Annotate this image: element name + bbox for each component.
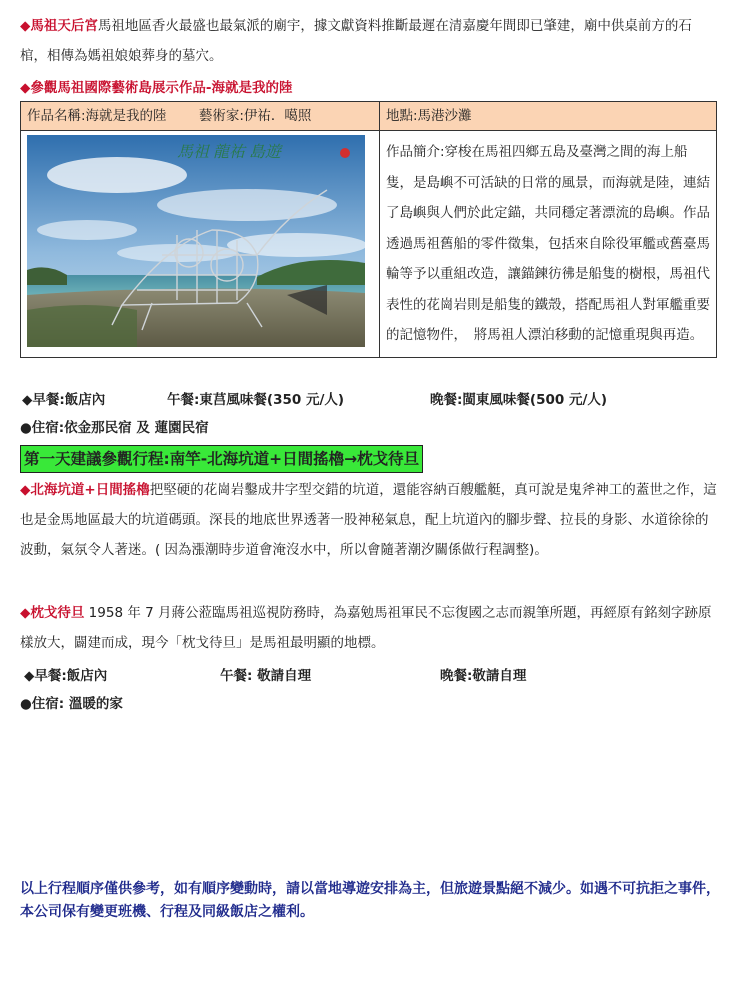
intro-paragraph xyxy=(20,11,718,71)
day-itinerary-banner: 第一天建議參觀行程:南竿-北海坑道+日間搖櫓→枕戈待旦 xyxy=(20,445,423,473)
art-photo-cell xyxy=(21,131,380,358)
intro-text: 馬祖地區香火最盛也最氣派的廟宇，據文獻資料推斷最遲在清嘉慶年間即已肇建，廟中供桌前方的石棺，相傳為媽祖娘娘葬身的墓穴。 xyxy=(20,18,692,64)
breakfast-2: ◆早餐:飯店內 xyxy=(24,668,108,684)
lunch-2: 午餐: 敬請自理 xyxy=(220,668,312,684)
zhenge-paragraph xyxy=(20,598,718,658)
breakfast-1: ◆早餐:飯店內 xyxy=(22,392,106,408)
stay-2: ●住宿: 溫暖的家 xyxy=(20,696,123,712)
photo-logo: 馬祖 龍祐 島遊 xyxy=(177,144,282,161)
art-heading: ◆參觀馬祖國際藝術島展示作品-海就是我的陸 xyxy=(20,80,293,96)
stay-1: ●住宿:依金那民宿 及 蓮園民宿 xyxy=(20,420,209,436)
zhenge-title: ◆枕戈待旦 xyxy=(20,605,85,621)
intro-title: ◆馬祖天后宮 xyxy=(20,18,98,34)
dinner-1: 晚餐:閩東風味餐(500 元/人) xyxy=(430,392,608,408)
lunch-1: 午餐:東莒風味餐(350 元/人) xyxy=(167,392,345,408)
dinner-2: 晚餐:敬請自理 xyxy=(440,668,527,684)
beihai-text: 把堅硬的花崗岩鑿成井字型交錯的坑道，還能容納百艘艦艇，真可說是鬼斧神工的蓋世之作，這也是金馬地區最大的坑道碼頭。深長的地底世界透著一股神秘氣息，配上坑道內的腳步聲、拉長的身影、水道徐徐的波動，氣氛令人著迷。( 因為漲潮時步道會淹沒水中，所以會隨著潮汐關係做行程調整)。 xyxy=(20,482,717,558)
beihai-paragraph xyxy=(20,475,718,565)
zhenge-text: 1958 年 7 月蔣公蒞臨馬祖巡視防務時，為嘉勉馬祖軍民不忘復國之志而親筆所題，再經原有銘刻字跡原樣放大，闢建而成，現今「枕戈待旦」是馬祖最明顯的地標。 xyxy=(20,605,712,651)
art-location: 地點:馬港沙灘 xyxy=(380,102,717,131)
beihai-title: ◆北海坑道+日間搖櫓 xyxy=(20,482,150,498)
art-table xyxy=(20,101,717,358)
art-photo xyxy=(27,135,365,347)
art-artist: 藝術家:伊祐．噶照 xyxy=(198,108,312,124)
art-description: 作品簡介:穿梭在馬祖四鄉五島及臺灣之間的海上船隻，是島嶼不可活缺的日常的風景，而海就是陸，連結了島嶼與人們於此定錨，共同穩定著漂流的島嶼。作品透過馬祖舊船的零件徵集，包括來自除役軍艦或舊臺馬輪等予以重組改造，讓錨鍊彷彿是船隻的樹根，馬祖代表性的花崗岩則是船隻的鐵殼，搭配馬祖人對軍艦重要的記憶物件， 將馬祖人漂泊移動的記憶重現與再造。 xyxy=(380,131,717,358)
footer-disclaimer: 以上行程順序僅供參考，如有順序變動時，請以當地導遊安排為主，但旅遊景點絕不減少。如遇不可抗拒之事件，本公司保有變更班機、行程及同級飯店之權利。 xyxy=(20,881,720,920)
art-name-cell xyxy=(21,102,380,131)
art-name: 作品名稱:海就是我的陸 xyxy=(27,108,167,124)
art-table-header xyxy=(21,102,717,131)
